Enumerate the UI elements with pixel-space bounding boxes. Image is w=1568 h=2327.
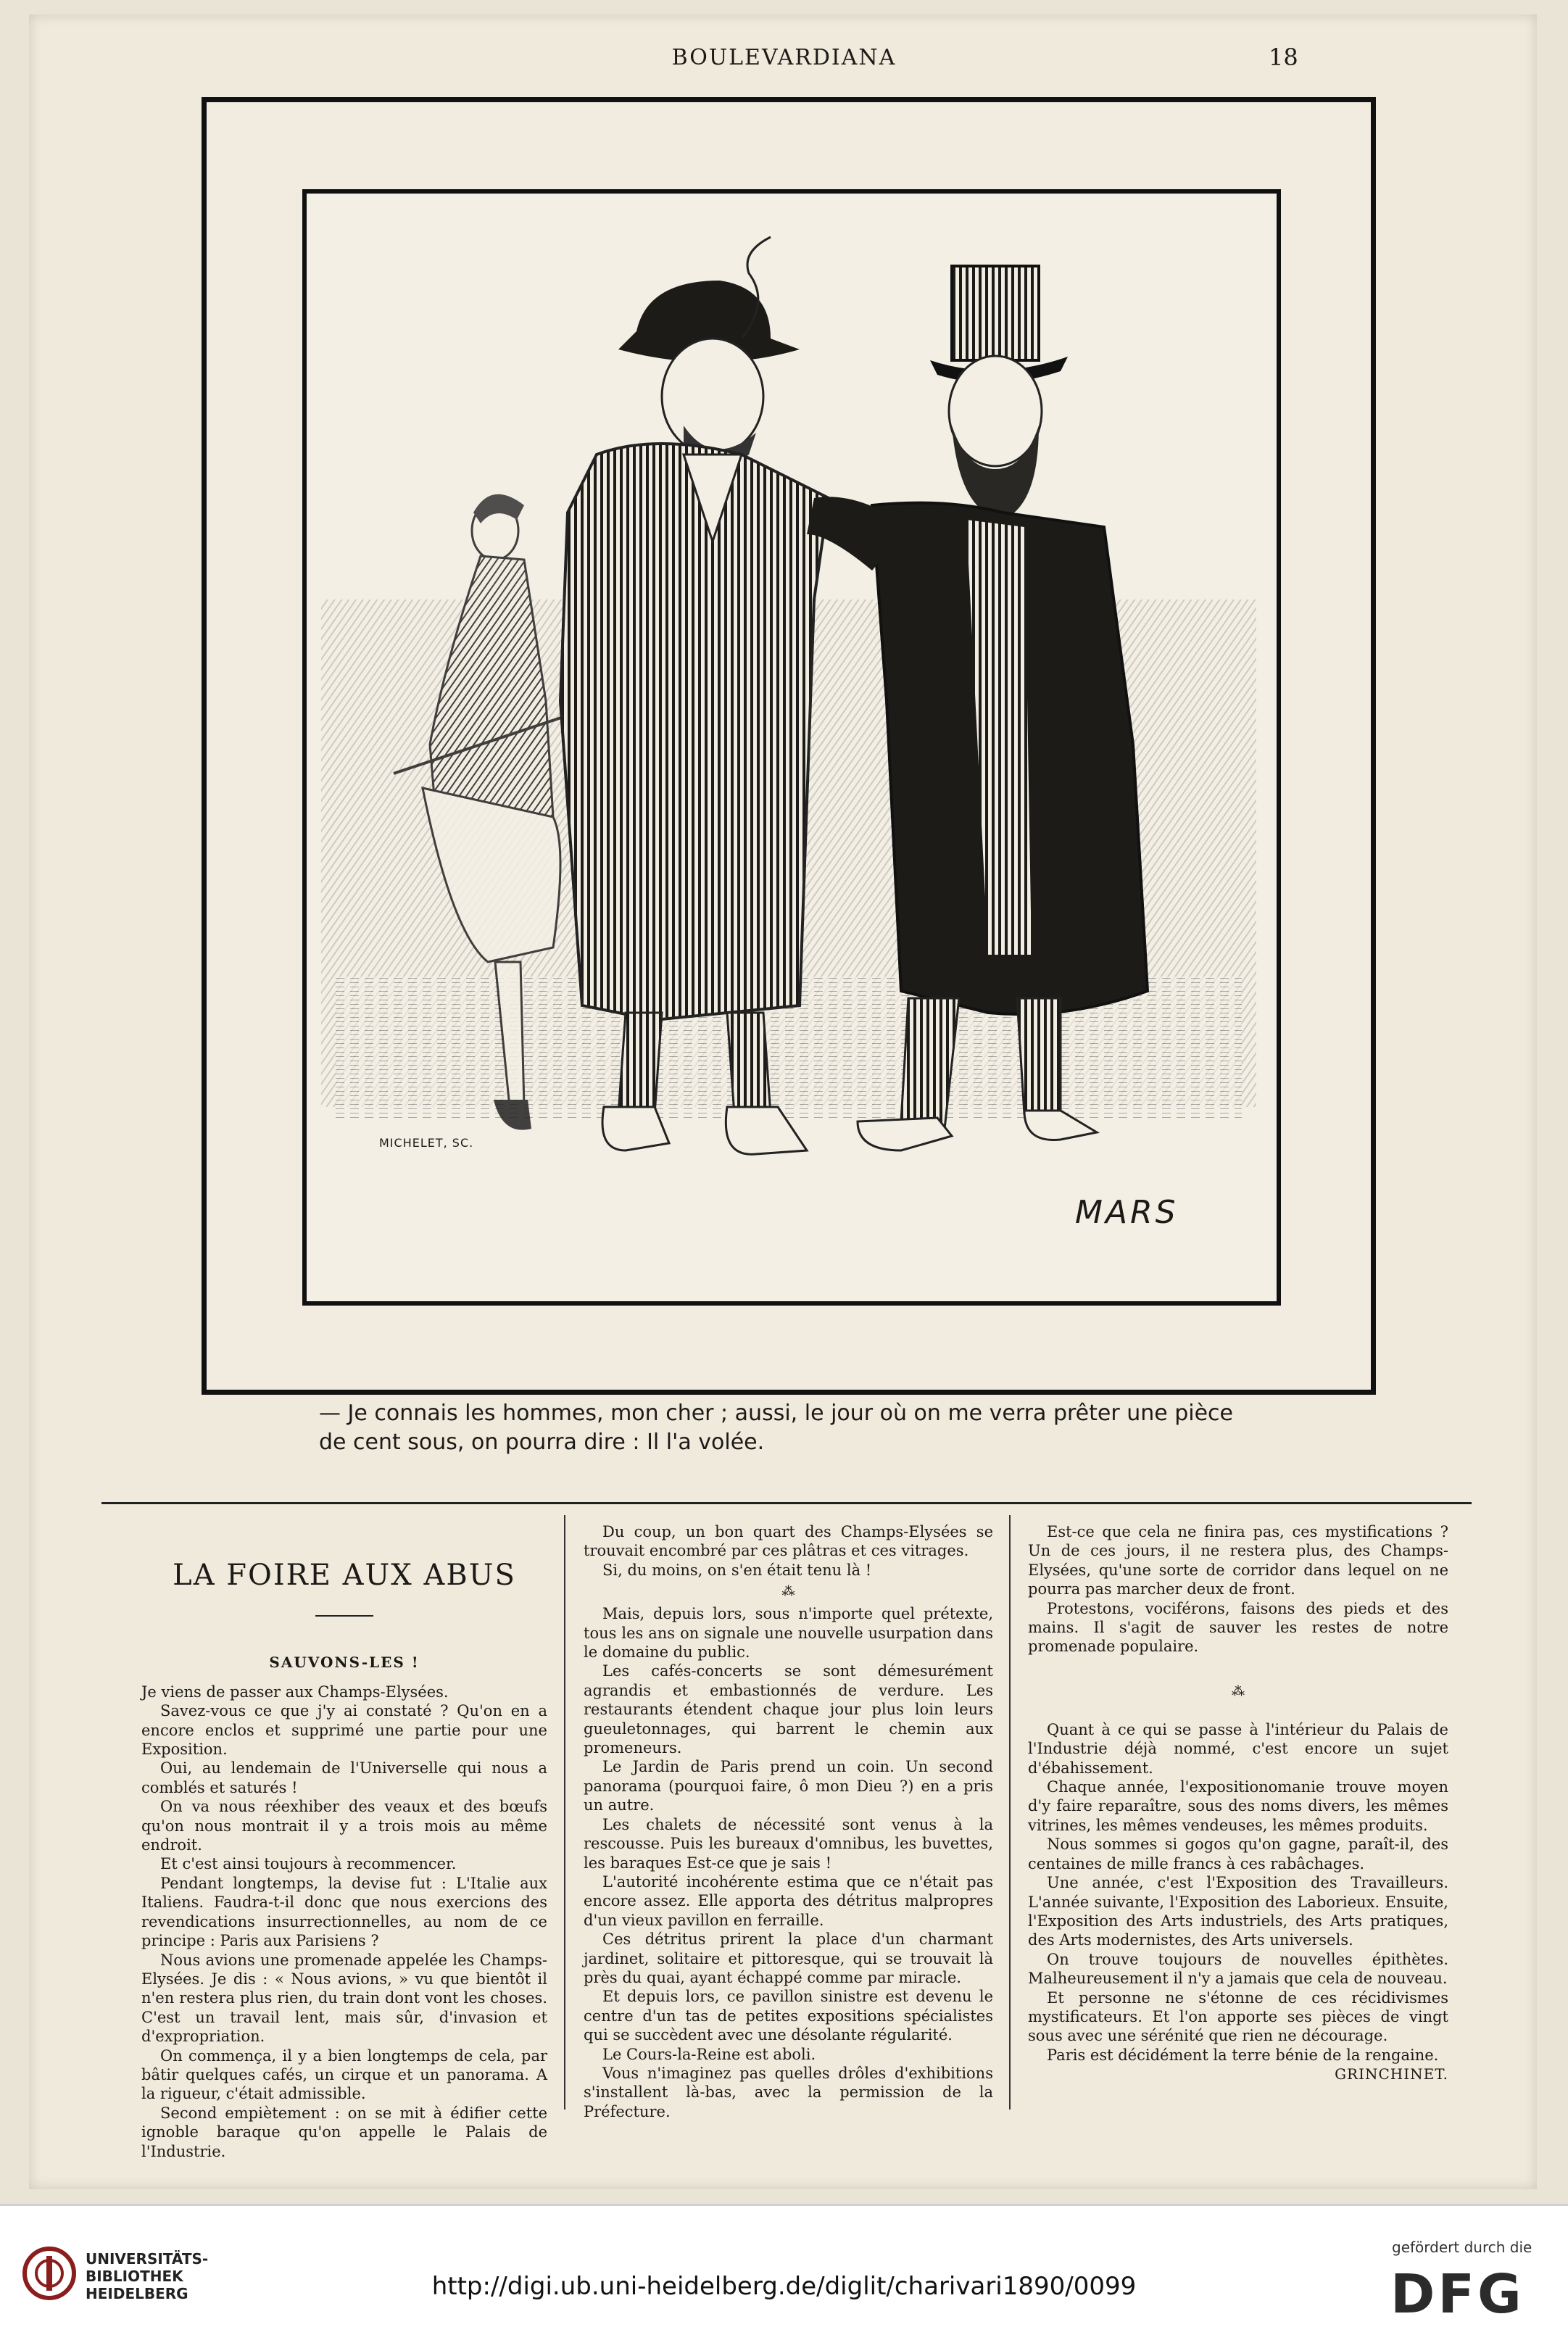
paragraph: L'autorité incohérente estima que ce n'était pas encore assez. Elle apporta des détritus malpropres d'un vieux pavillon en ferraille. [584, 1872, 993, 1929]
paragraph: On commença, il y a bien longtemps de cela, par bâtir quelques cafés, un cirque et un panorama. A la rigueur, c'était admissible. [141, 2046, 547, 2103]
paragraph: Est-ce que cela ne finira pas, ces mystifications ? Un de ces jours, il ne restera plus, des Champs-Elysées, qu'une sorte de corridor dans lequel on ne pourra pas marcher deux de front. [1028, 1523, 1448, 1598]
article-column-1 [141, 1522, 547, 2161]
column-rule-2 [1009, 1515, 1011, 2110]
article-column-2 [584, 1522, 993, 2121]
caption-line-2: de cent sous, on pourra dire : Il l'a volée. [319, 1430, 765, 1455]
running-header: BOULEVARDIANA [671, 45, 897, 70]
dfg-logo: DFG [1390, 2263, 1525, 2326]
paragraph: On trouve toujours de nouvelles épithètes. Malheureusement il n'y a jamais que cela de nouveau. [1028, 1950, 1448, 1988]
engraver-credit: MICHELET, SC. [379, 1136, 474, 1150]
paragraph: Savez-vous ce que j'y ai constaté ? Qu'on en a encore enclos et supprimé une partie pour une Exposition. [141, 1702, 547, 1759]
title-rule [315, 1615, 373, 1617]
paragraph: Oui, au lendemain de l'Universelle qui nous a comblés et saturés ! [141, 1759, 547, 1796]
paragraph: Si, du moins, on s'en était tenu là ! [602, 1561, 872, 1579]
paragraph: Pendant longtemps, la devise fut : L'Italie aux Italiens. Faudra-t-il donc que nous exercions des revendications insurrectionnelles, au nom de ce principe : Paris aux Parisiens ? [141, 1874, 547, 1950]
paragraph: Nous avions une promenade appelée les Champs-Elysées. Je dis : « Nous avions, » vu que bientôt il n'en restera plus rien, du train dont vont les choses. C'est un travail lent, mais sûr, d'invasion et d'expropriation. [141, 1951, 547, 2046]
permalink[interactable]: http://digi.ub.uni-heidelberg.de/diglit/charivari1890/0099 [431, 2272, 1137, 2301]
paragraph: Les cafés-concerts se sont démesurément agrandis et embastionnés de verdure. Les restaurants étendent chaque jour plus loin leurs gueuletonnages, qui barrent le chemin aux promeneurs. [584, 1662, 993, 1757]
paragraph: Vous n'imaginez pas quelles drôles d'exhibitions s'installent là-bas, avec la permission de la Préfecture. [584, 2064, 993, 2120]
paragraph: Les chalets de nécessité sont venus à la rescousse. Puis les bureaux d'omnibus, les buvettes, les baraques Est-ce que je sais ! [584, 1815, 993, 1872]
paragraph: Second empiètement : on se mit à édifier cette ignoble baraque qu'on appelle le Palais de l'Industrie. [141, 2104, 547, 2160]
section-heading: SAUVONS-LES ! [269, 1654, 420, 1672]
illustration-caption [319, 1399, 1261, 1457]
caricature-drawing [307, 194, 1277, 1301]
paragraph: Ces détritus prirent la place d'un charmant jardinet, solitaire et pittoresque, qui se trouvait là près du quai, ayant échappé comme par miracle. [584, 1930, 993, 1986]
paragraph: Et c'est ainsi toujours à recommencer. [160, 1855, 457, 1873]
paragraph: Chaque année, l'expositionomanie trouve moyen d'y faire reparaître, sous des noms divers, les mêmes vitrines, les mêmes vendeuses, les mêmes produits. [1028, 1778, 1448, 1834]
paragraph: Une année, c'est l'Exposition des Travailleurs. L'année suivante, l'Exposition des Laborieux. Ensuite, l'Exposition des Arts industriels, des Arts pratiques, des Arts modernistes, des Arts universels. [1028, 1874, 1448, 1949]
paragraph: Et depuis lors, ce pavillon sinistre est devenu le centre d'un tas de petites expositions spécialistes qui se succèdent avec une désolante régularité. [584, 1988, 993, 2044]
paragraph: Nous sommes si gogos qu'on gagne, paraît-il, des centaines de mille francs à ces rabâchages. [1028, 1836, 1448, 1872]
paragraph: Protestons, vociférons, faisons des pieds et des mains. Il s'agit de sauver les restes de notre promenade populaire. [1028, 1599, 1448, 1656]
paragraph: Le Cours-la-Reine est aboli. [602, 2045, 816, 2063]
funder-label: gefördert durch die [1392, 2239, 1532, 2256]
page-number: 18 [1269, 43, 1298, 71]
caption-line-1: — Je connais les hommes, mon cher ; aussi, le jour où on me verra prêter une pièce [319, 1401, 1234, 1426]
article-title: LA FOIRE AUX ABUS [173, 1559, 516, 1592]
artist-signature: MARS [1075, 1194, 1179, 1231]
institution-line-1: UNIVERSITÄTS- [86, 2250, 209, 2268]
paragraph: Et personne ne s'étonne de ces récidivismes mystificateurs. Et l'on apporte ses pièces de vingt sous avec une sérénité que rien ne décourage. [1028, 1988, 1448, 2045]
article-column-3 [1028, 1522, 1448, 2084]
footer-rule [0, 2204, 1568, 2206]
digitization-footer [0, 2204, 1568, 2327]
paragraph: Je viens de passer aux Champs-Elysées. [141, 1683, 449, 1701]
institution-line-2: BIBLIOTHEK [86, 2268, 183, 2285]
paragraph: Le Jardin de Paris prend un coin. Un second panorama (pourquoi faire, ô mon Dieu ?) en a pris un autre. [584, 1758, 993, 1814]
column-rule-1 [564, 1515, 565, 2110]
section-divider [101, 1502, 1472, 1504]
paragraph: On va nous réexhiber des veaux et des bœufs qu'on nous montrait il y a trois mois au même endroit. [141, 1798, 547, 1854]
illustration-outer-frame [202, 97, 1376, 1395]
paragraph: Quant à ce qui se passe à l'intérieur du Palais de l'Industrie déjà nommé, c'est encore un sujet d'ébahissement. [1028, 1720, 1448, 1777]
asterism-separator: ⁂ [781, 1584, 795, 1600]
illustration-inner-frame [302, 189, 1281, 1306]
paragraph: Mais, depuis lors, sous n'importe quel prétexte, tous les ans on signale une nouvelle usurpation dans le domaine du public. [584, 1605, 993, 1662]
institution-line-3: HEIDELBERG [86, 2285, 188, 2302]
paragraph: Paris est décidément la terre bénie de la rengaine. [1047, 2046, 1439, 2064]
author-signature: GRINCHINET. [1335, 2065, 1448, 2083]
paragraph: Du coup, un bon quart des Champs-Elysées se trouvait encombré par ces plâtras et ces vitrages. [584, 1523, 993, 1560]
asterism-separator: ⁂ [1232, 1683, 1245, 1699]
